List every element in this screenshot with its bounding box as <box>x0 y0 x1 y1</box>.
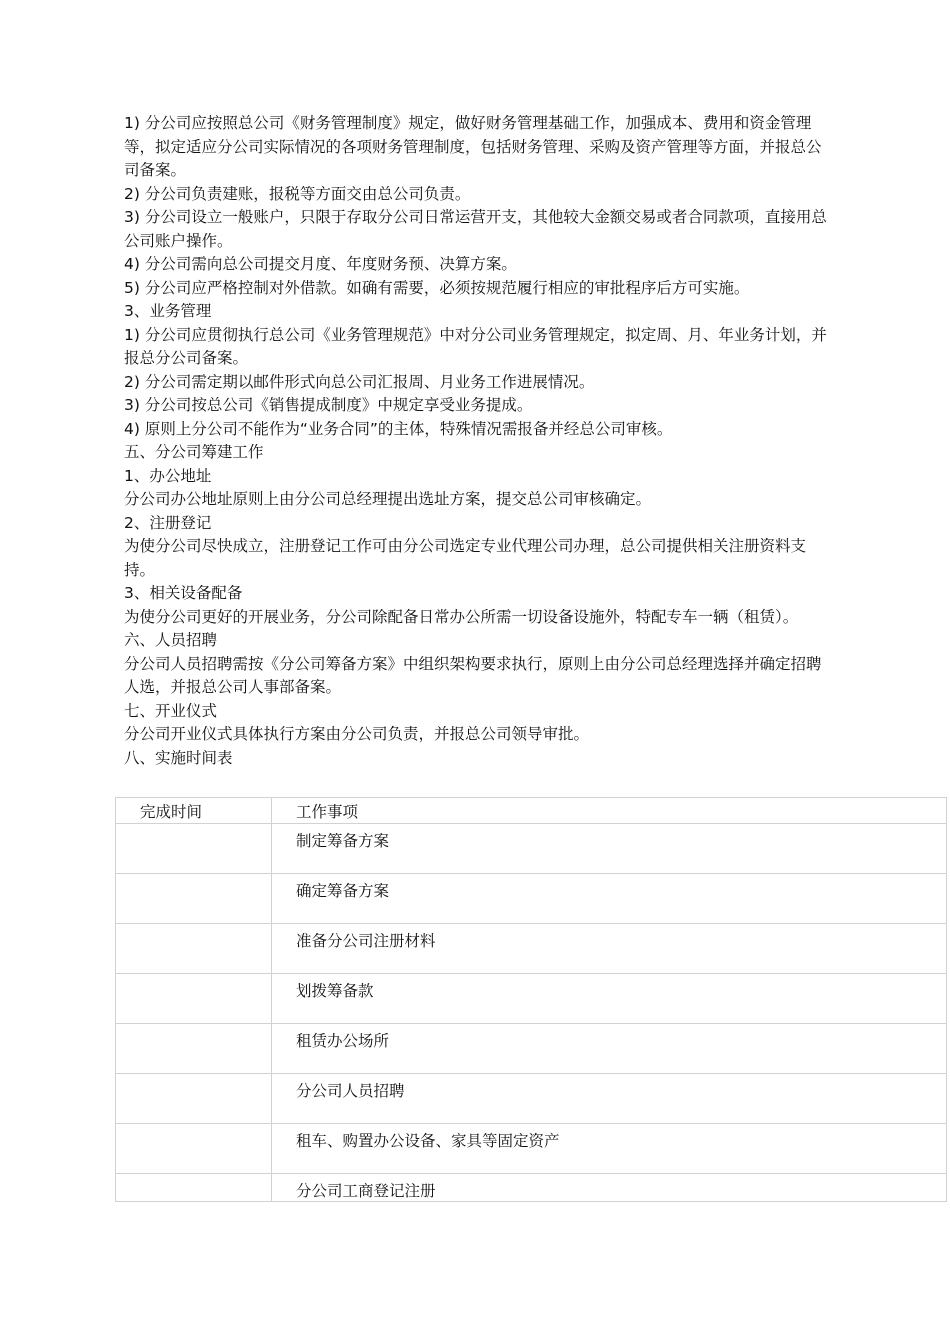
table-row <box>116 1024 947 1074</box>
cell-time <box>116 874 272 924</box>
table-row <box>116 974 947 1024</box>
cell-time <box>116 824 272 874</box>
paragraph: 3) 分公司设立一般账户，只限于存取分公司日常运营开支，其他较大金额交易或者合同款项，直接用总公司账户操作。 <box>124 208 827 250</box>
paragraph: 分公司办公地址原则上由分公司总经理提出选址方案，提交总公司审核确定。 <box>124 490 652 508</box>
cell-task: 划拨筹备款 <box>272 974 947 1024</box>
cell-task: 租车、购置办公设备、家具等固定资产 <box>272 1124 947 1174</box>
table-row <box>116 1074 947 1124</box>
cell-task: 分公司人员招聘 <box>272 1074 947 1124</box>
table-row <box>116 1124 947 1174</box>
paragraph: 4) 分公司需向总公司提交月度、年度财务预、决算方案。 <box>124 255 517 273</box>
section-heading: 六、人员招聘 <box>124 631 218 649</box>
cell-task: 租赁办公场所 <box>272 1024 947 1074</box>
paragraph: 为使分公司更好的开展业务，分公司除配备日常办公所需一切设备设施外，特配专车一辆（租赁）。 <box>124 607 799 626</box>
subsection-heading: 2、注册登记 <box>124 513 212 532</box>
cell-task: 分公司工商登记注册 <box>272 1174 947 1202</box>
cell-task: 准备分公司注册材料 <box>272 924 947 974</box>
section-heading: 八、实施时间表 <box>124 748 233 767</box>
cell-task: 制定筹备方案 <box>272 824 947 874</box>
paragraph: 4) 原则上分公司不能作为“业务合同”的主体，特殊情况需报备并经总公司审核。 <box>124 419 673 438</box>
header-completion-time: 完成时间 <box>116 798 272 824</box>
cell-task: 确定筹备方案 <box>272 874 947 924</box>
table-header-row <box>116 798 947 824</box>
section-heading: 五、分公司筹建工作 <box>124 443 264 461</box>
paragraph: 3) 分公司按总公司《销售提成制度》中规定享受业务提成。 <box>124 396 533 414</box>
section-heading: 七、开业仪式 <box>124 701 218 720</box>
paragraph: 1) 分公司应贯彻执行总公司《业务管理规范》中对分公司业务管理规定，拟定周、月、年业务计划，并报总分公司备案。 <box>124 325 827 367</box>
cell-time <box>116 1024 272 1074</box>
paragraph: 1) 分公司应按照总公司《财务管理制度》规定，做好财务管理基础工作，加强成本、费用和资金管理等，拟定适应分公司实际情况的各项财务管理制度，包括财务管理、采购及资产管理等方面，并报总公司备案。 <box>124 114 822 179</box>
table-row <box>116 824 947 874</box>
table-row <box>116 1174 947 1202</box>
cell-time <box>116 1124 272 1174</box>
table-row <box>116 924 947 974</box>
schedule-table <box>115 797 947 1202</box>
paragraph: 2) 分公司负责建账，报税等方面交由总公司负责。 <box>124 184 471 203</box>
header-work-item: 工作事项 <box>272 798 947 824</box>
document-body <box>124 112 834 770</box>
table-row <box>116 874 947 924</box>
subsection-heading: 3、相关设备配备 <box>124 584 243 602</box>
cell-time <box>116 974 272 1024</box>
section-heading: 3、业务管理 <box>124 302 212 320</box>
paragraph: 2) 分公司需定期以邮件形式向总公司汇报周、月业务工作进展情况。 <box>124 372 595 391</box>
subsection-heading: 1、办公地址 <box>124 466 212 485</box>
paragraph: 为使分公司尽快成立，注册登记工作可由分公司选定专业代理公司办理，总公司提供相关注册资料支持。 <box>124 537 807 579</box>
cell-time <box>116 924 272 974</box>
cell-time <box>116 1074 272 1124</box>
paragraph: 5) 分公司应严格控制对外借款。如确有需要，必须按规范履行相应的审批程序后方可实施。 <box>124 278 750 297</box>
cell-time <box>116 1174 272 1202</box>
paragraph: 分公司人员招聘需按《分公司筹备方案》中组织架构要求执行，原则上由分公司总经理选择并确定招聘人选，并报总公司人事部备案。 <box>124 654 822 696</box>
paragraph: 分公司开业仪式具体执行方案由分公司负责，并报总公司领导审批。 <box>124 725 590 743</box>
